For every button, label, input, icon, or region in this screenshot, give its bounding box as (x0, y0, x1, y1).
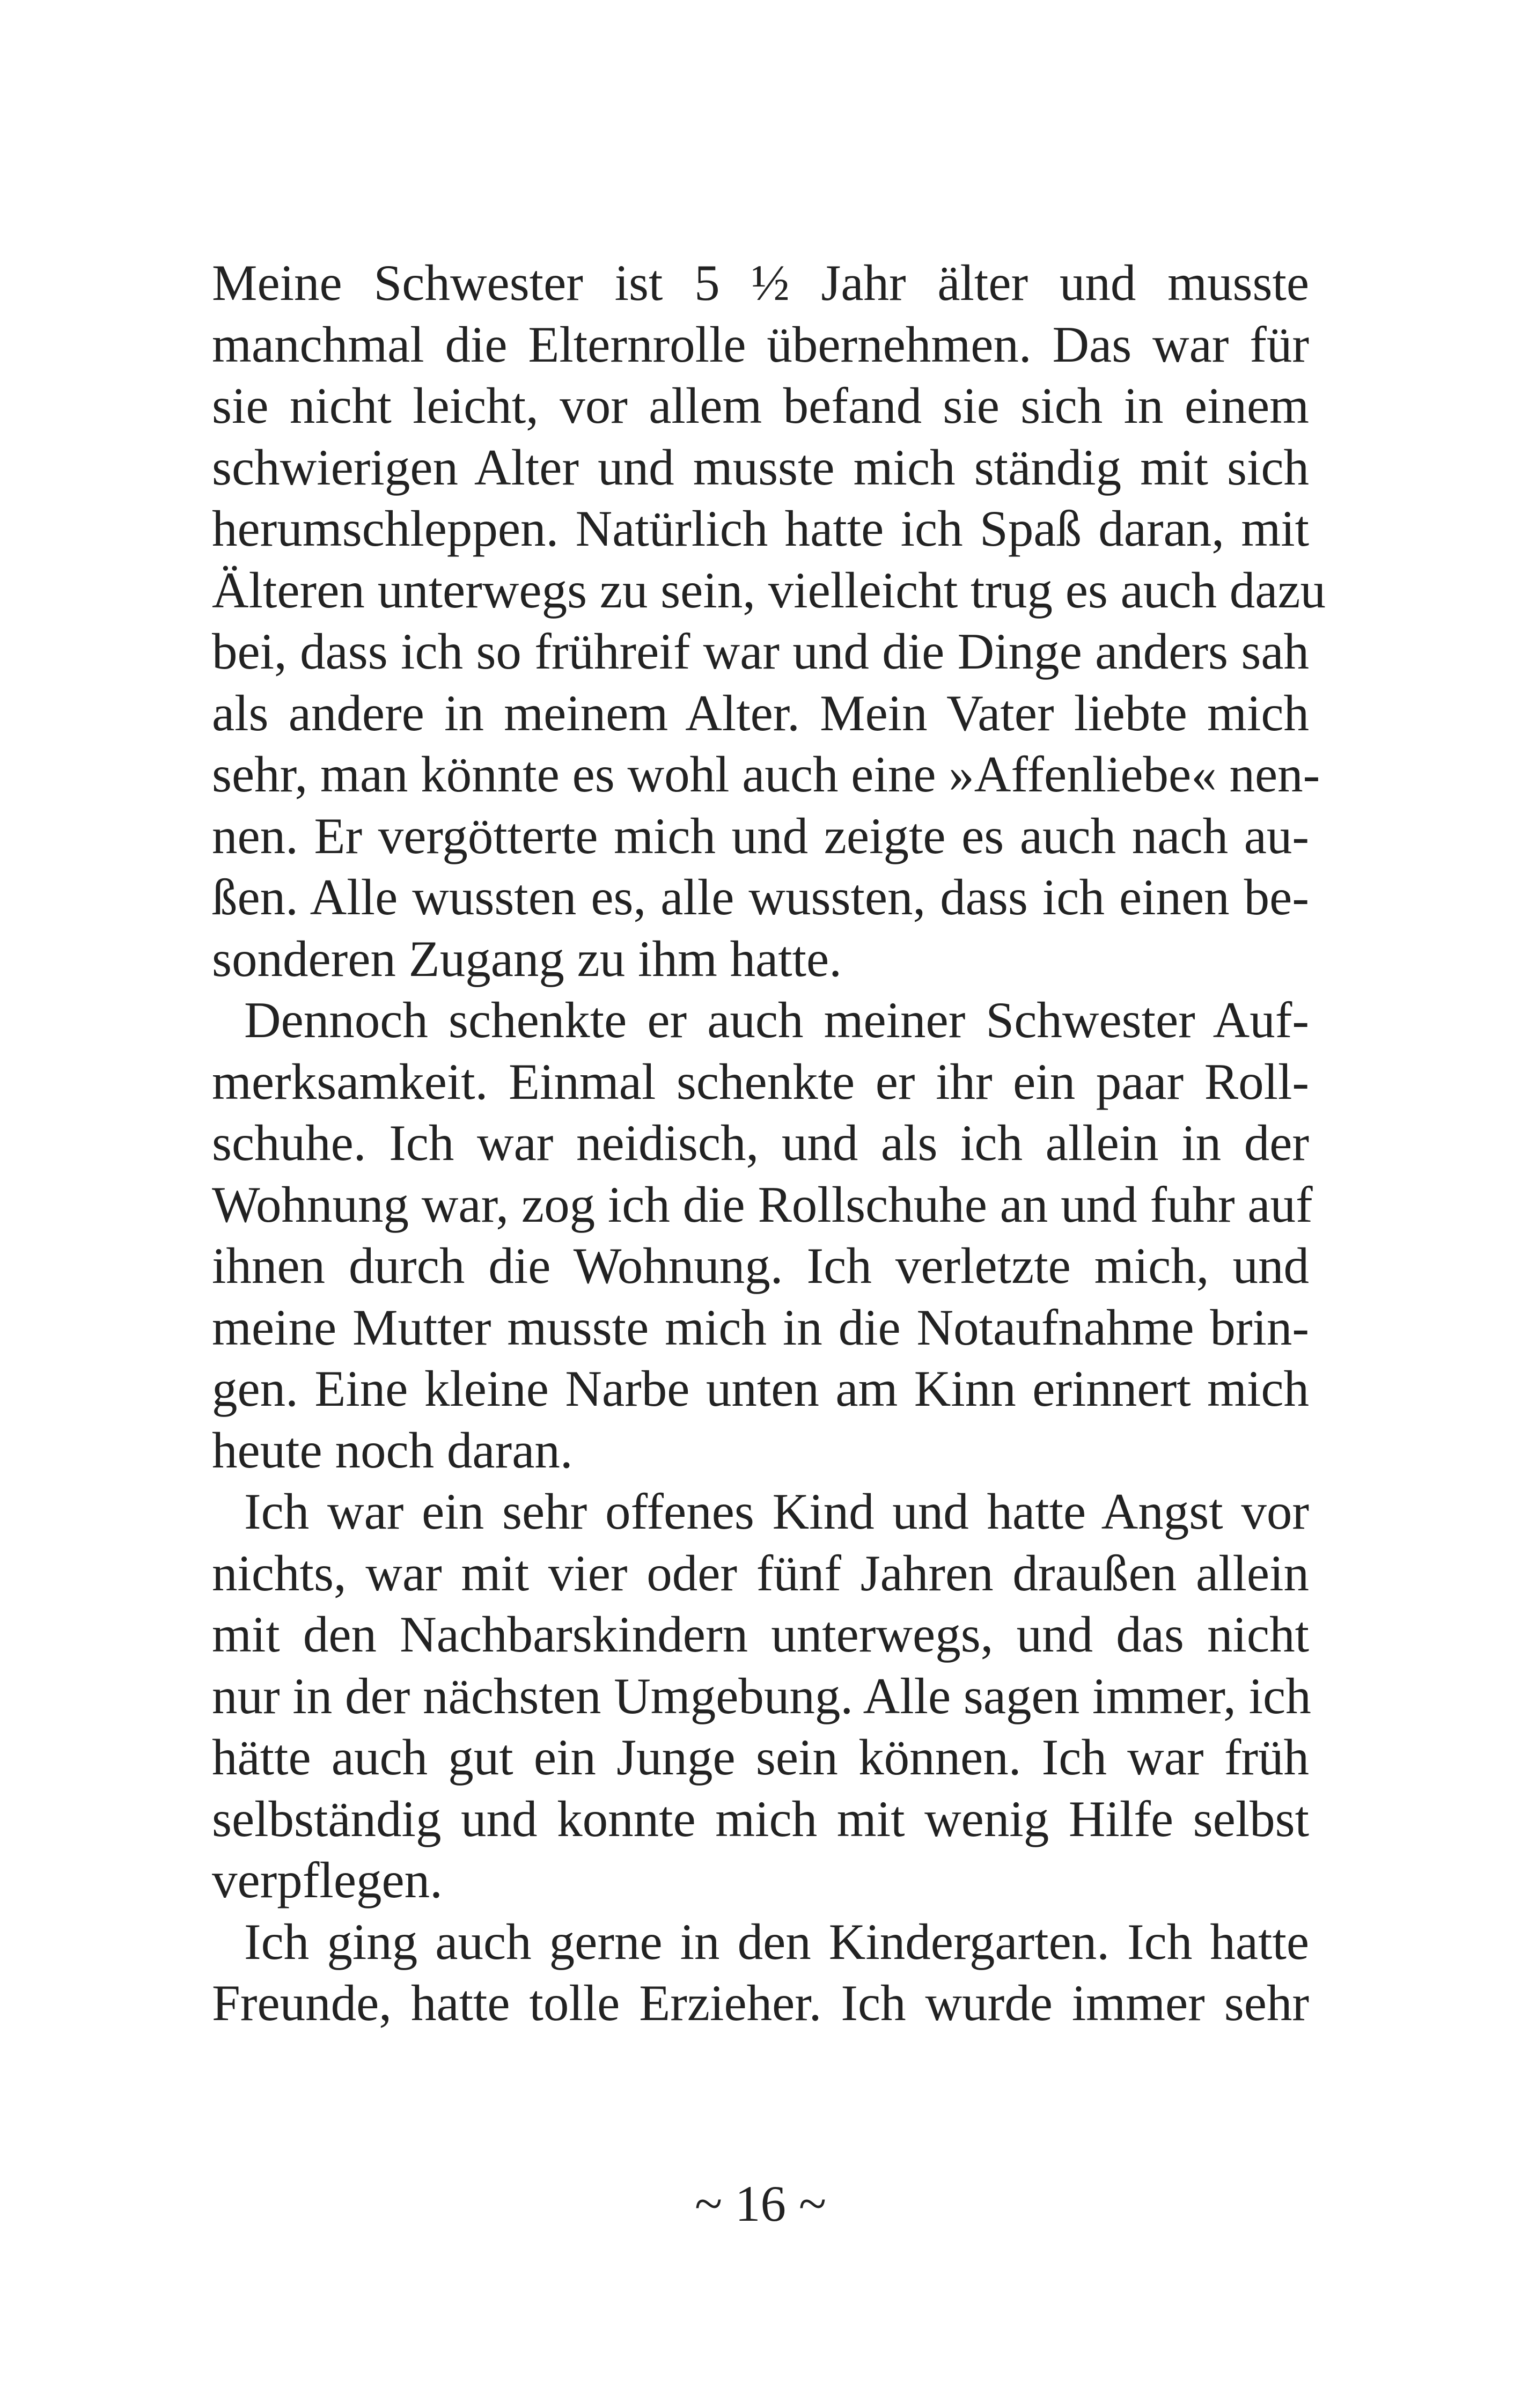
text-line: selbständig und konnte mich mit wenig Hilfe selbst (212, 1790, 1309, 1847)
text-line: hätte auch gut ein Junge sein können. Ich war früh (212, 1729, 1309, 1786)
text-line: Meine Schwester ist 5 ½ Jahr älter und musste (212, 254, 1309, 311)
text-line: ßen. Alle wussten es, alle wussten, dass ich einen be- (212, 869, 1309, 926)
text-line: herumschleppen. Natürlich hatte ich Spaß daran, mit (212, 500, 1309, 557)
text-line: meine Mutter musste mich in die Notaufnahme brin- (212, 1298, 1309, 1356)
text-line: heute noch daran. (212, 1421, 573, 1479)
page-number: ~ 16 ~ (694, 2175, 827, 2232)
text-line: manchmal die Elternrolle übernehmen. Das war für (212, 315, 1309, 373)
text-line: bei, dass ich so frühreif war und die Dinge anders sah (212, 623, 1309, 680)
text-line: Freunde, hatte tolle Erzieher. Ich wurde immer sehr (212, 1974, 1309, 2031)
text-line: Wohnung war, zog ich die Rollschuhe an und fuhr auf (212, 1176, 1313, 1233)
text-line: verpflegen. (212, 1852, 443, 1908)
body-text (212, 252, 1326, 2034)
text-line: ihnen durch die Wohnung. Ich verletzte mich, und (212, 1237, 1309, 1294)
text-line: gen. Eine kleine Narbe unten am Kinn erinnert mich (212, 1360, 1309, 1417)
text-line: sie nicht leicht, vor allem befand sie sich in einem (212, 377, 1309, 434)
text-line: als andere in meinem Alter. Mein Vater liebte mich (212, 684, 1309, 742)
text-line: mit den Nachbarskindern unterwegs, und das nicht (212, 1606, 1309, 1663)
text-line: nen. Er vergötterte mich und zeigte es auch nach au- (212, 807, 1309, 864)
text-line: sehr, man könnte es wohl auch eine »Affenliebe« nen- (212, 746, 1320, 803)
text-line: merksamkeit. Einmal schenkte er ihr ein paar Roll- (212, 1053, 1309, 1110)
text-line: Ich war ein sehr offenes Kind und hatte Angst vor (244, 1483, 1309, 1540)
text-line: nichts, war mit vier oder fünf Jahren draußen allein (212, 1544, 1309, 1602)
text-line: nur in der nächsten Umgebung. Alle sagen immer, ich (212, 1667, 1311, 1724)
text-line: schuhe. Ich war neidisch, und als ich allein in der (212, 1114, 1309, 1171)
text-line: Dennoch schenkte er auch meiner Schwester Auf- (244, 992, 1309, 1048)
text-line: sonderen Zugang zu ihm hatte. (212, 930, 842, 987)
text-line: Ich ging auch gerne in den Kindergarten. Ich hatte (244, 1913, 1309, 1970)
text-line: Älteren unterwegs zu sein, vielleicht trug es auch dazu (212, 561, 1326, 619)
text-line: schwierigen Alter und musste mich ständig mit sich (212, 438, 1309, 496)
